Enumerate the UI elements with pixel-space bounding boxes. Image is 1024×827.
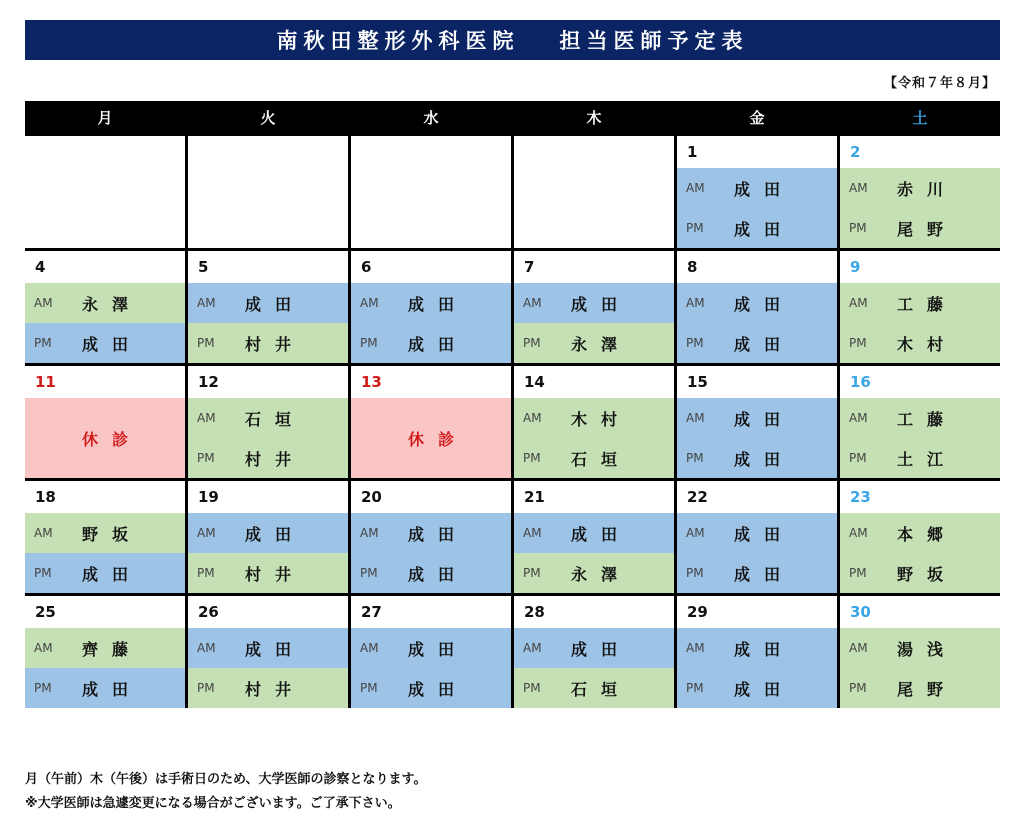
day-cell (351, 366, 511, 478)
am-slot (840, 283, 1000, 323)
day-cell (188, 251, 348, 363)
doctor-name: 成田 (570, 524, 631, 544)
day-cell (514, 366, 674, 478)
pm-slot (514, 438, 674, 478)
am-slot (351, 628, 511, 668)
weekday-header: 月 (25, 101, 185, 133)
doctor-name: 土江 (896, 449, 957, 469)
pm-label: PM (686, 221, 704, 235)
doctor-name: 成田 (733, 334, 794, 354)
pm-label: PM (849, 221, 867, 235)
day-number: 22 (677, 481, 837, 513)
empty-day-cell (188, 136, 348, 248)
doctor-name: 石垣 (244, 409, 305, 429)
day-cell (188, 366, 348, 478)
day-number: 29 (677, 596, 837, 628)
day-cell (677, 251, 837, 363)
am-label: AM (34, 296, 53, 310)
weekday-header: 火 (188, 101, 348, 133)
pm-label: PM (686, 566, 704, 580)
day-number: 19 (188, 481, 348, 513)
pm-label: PM (523, 681, 541, 695)
day-number: 21 (514, 481, 674, 513)
am-label: AM (360, 526, 379, 540)
day-number: 4 (25, 251, 185, 283)
am-label: AM (849, 526, 868, 540)
doctor-name: 村井 (244, 334, 305, 354)
doctor-name: 成田 (407, 564, 468, 584)
day-number: 20 (351, 481, 511, 513)
doctor-name: 村井 (244, 564, 305, 584)
day-cell (351, 481, 511, 593)
note-line-2: ※大学医師は急遽変更になる場合がございます。ご了承下さい。 (25, 796, 401, 811)
doctor-name: 野坂 (896, 564, 957, 584)
weekday-header: 水 (351, 101, 511, 133)
pm-slot (677, 668, 837, 708)
am-label: AM (849, 641, 868, 655)
day-cell (677, 481, 837, 593)
doctor-name: 村井 (244, 449, 305, 469)
am-slot (25, 513, 185, 553)
pm-label: PM (197, 566, 215, 580)
am-label: AM (849, 181, 868, 195)
schedule-notes (25, 768, 426, 816)
doctor-name: 成田 (570, 294, 631, 314)
empty-day-cell (25, 136, 185, 248)
am-label: AM (686, 641, 705, 655)
am-slot (351, 283, 511, 323)
doctor-name: 尾野 (896, 679, 957, 699)
am-slot (840, 628, 1000, 668)
am-label: AM (197, 526, 216, 540)
pm-label: PM (197, 681, 215, 695)
day-cell (840, 481, 1000, 593)
pm-slot (25, 668, 185, 708)
pm-slot (840, 208, 1000, 248)
day-number: 8 (677, 251, 837, 283)
pm-label: PM (197, 451, 215, 465)
pm-slot (351, 668, 511, 708)
schedule-subtitle: 担当医師予定表 (559, 29, 749, 53)
am-slot (188, 513, 348, 553)
doctor-name: 成田 (733, 639, 794, 659)
clinic-name: 南秋田整形外科医院 (276, 29, 520, 53)
doctor-name: 村井 (244, 679, 305, 699)
pm-slot (188, 323, 348, 363)
doctor-name: 成田 (407, 334, 468, 354)
pm-slot (188, 553, 348, 593)
day-number: 26 (188, 596, 348, 628)
pm-slot (677, 553, 837, 593)
pm-label: PM (34, 336, 52, 350)
am-slot (514, 628, 674, 668)
day-number: 12 (188, 366, 348, 398)
am-slot (840, 513, 1000, 553)
day-cell (188, 596, 348, 708)
am-label: AM (523, 526, 542, 540)
doctor-name: 成田 (81, 564, 142, 584)
doctor-name: 齊藤 (81, 639, 142, 659)
pm-label: PM (849, 336, 867, 350)
pm-slot (514, 668, 674, 708)
am-label: AM (523, 296, 542, 310)
pm-slot (351, 553, 511, 593)
day-number: 14 (514, 366, 674, 398)
doctor-name: 成田 (244, 294, 305, 314)
doctor-name: 永澤 (570, 334, 631, 354)
pm-label: PM (523, 566, 541, 580)
doctor-name: 成田 (733, 679, 794, 699)
doctor-name: 木村 (570, 409, 631, 429)
am-slot (677, 628, 837, 668)
day-number: 18 (25, 481, 185, 513)
doctor-name: 成田 (733, 449, 794, 469)
doctor-name: 永澤 (81, 294, 142, 314)
schedule-period: 【令和７年８月】 (883, 76, 996, 91)
doctor-name: 成田 (733, 294, 794, 314)
am-slot (188, 628, 348, 668)
doctor-name: 木村 (896, 334, 957, 354)
pm-slot (840, 323, 1000, 363)
pm-label: PM (34, 566, 52, 580)
pm-label: PM (360, 681, 378, 695)
day-number: 28 (514, 596, 674, 628)
day-cell (677, 366, 837, 478)
doctor-name: 成田 (244, 639, 305, 659)
page-title (25, 20, 1000, 60)
day-cell (188, 481, 348, 593)
pm-label: PM (523, 336, 541, 350)
pm-slot (514, 553, 674, 593)
doctor-name: 成田 (733, 409, 794, 429)
am-slot (677, 283, 837, 323)
am-slot (514, 398, 674, 438)
weekday-header: 木 (514, 101, 674, 133)
am-label: AM (197, 641, 216, 655)
day-cell (25, 251, 185, 363)
doctor-name: 湯浅 (896, 639, 957, 659)
doctor-name: 本郷 (896, 524, 957, 544)
doctor-name: 成田 (244, 524, 305, 544)
am-label: AM (197, 296, 216, 310)
day-number: 27 (351, 596, 511, 628)
am-slot (188, 283, 348, 323)
pm-label: PM (849, 681, 867, 695)
am-slot (351, 513, 511, 553)
day-cell (351, 596, 511, 708)
am-label: AM (34, 641, 53, 655)
pm-label: PM (523, 451, 541, 465)
pm-label: PM (34, 681, 52, 695)
closed-label: 休診 (25, 398, 185, 478)
day-number: 16 (840, 366, 1000, 398)
doctor-name: 野坂 (81, 524, 142, 544)
am-slot (188, 398, 348, 438)
pm-label: PM (360, 336, 378, 350)
pm-slot (677, 438, 837, 478)
day-number: 11 (25, 366, 185, 398)
day-cell (25, 481, 185, 593)
pm-slot (514, 323, 674, 363)
doctor-name: 成田 (570, 639, 631, 659)
pm-slot (840, 553, 1000, 593)
day-number: 5 (188, 251, 348, 283)
am-label: AM (849, 296, 868, 310)
doctor-name: 成田 (81, 334, 142, 354)
am-label: AM (360, 641, 379, 655)
pm-slot (677, 323, 837, 363)
empty-day-cell (351, 136, 511, 248)
day-number: 7 (514, 251, 674, 283)
day-cell (677, 596, 837, 708)
doctor-name: 成田 (407, 639, 468, 659)
day-number: 15 (677, 366, 837, 398)
doctor-name: 工藤 (896, 294, 957, 314)
doctor-name: 赤川 (896, 179, 957, 199)
am-slot (677, 168, 837, 208)
schedule-calendar (25, 101, 1000, 708)
am-slot (677, 398, 837, 438)
doctor-name: 成田 (733, 219, 794, 239)
doctor-name: 尾野 (896, 219, 957, 239)
am-slot (514, 283, 674, 323)
day-number: 30 (840, 596, 1000, 628)
pm-label: PM (197, 336, 215, 350)
day-number: 1 (677, 136, 837, 168)
pm-slot (840, 668, 1000, 708)
am-slot (25, 283, 185, 323)
weekday-header: 金 (677, 101, 837, 133)
pm-label: PM (686, 336, 704, 350)
am-label: AM (686, 526, 705, 540)
day-cell (514, 481, 674, 593)
am-label: AM (523, 411, 542, 425)
doctor-name: 成田 (733, 524, 794, 544)
weekday-header: 土 (840, 101, 1000, 133)
day-number: 23 (840, 481, 1000, 513)
doctor-name: 成田 (407, 524, 468, 544)
am-label: AM (197, 411, 216, 425)
doctor-name: 成田 (407, 294, 468, 314)
doctor-name: 成田 (407, 679, 468, 699)
doctor-name: 成田 (733, 179, 794, 199)
doctor-name: 石垣 (570, 449, 631, 469)
pm-slot (25, 553, 185, 593)
day-number: 2 (840, 136, 1000, 168)
doctor-name: 石垣 (570, 679, 631, 699)
day-cell (677, 136, 837, 248)
pm-slot (188, 438, 348, 478)
day-cell (840, 366, 1000, 478)
pm-label: PM (849, 566, 867, 580)
am-label: AM (686, 411, 705, 425)
am-label: AM (360, 296, 379, 310)
closed-label: 休診 (351, 398, 511, 478)
pm-slot (351, 323, 511, 363)
doctor-name: 成田 (81, 679, 142, 699)
am-label: AM (686, 296, 705, 310)
day-cell (840, 251, 1000, 363)
day-cell (840, 596, 1000, 708)
day-cell (514, 251, 674, 363)
day-cell (514, 596, 674, 708)
am-label: AM (34, 526, 53, 540)
pm-label: PM (849, 451, 867, 465)
am-slot (840, 168, 1000, 208)
pm-slot (25, 323, 185, 363)
day-number: 13 (351, 366, 511, 398)
pm-label: PM (686, 681, 704, 695)
day-cell (25, 366, 185, 478)
am-label: AM (849, 411, 868, 425)
day-number: 6 (351, 251, 511, 283)
am-label: AM (686, 181, 705, 195)
doctor-name: 工藤 (896, 409, 957, 429)
doctor-name: 成田 (733, 564, 794, 584)
am-slot (25, 628, 185, 668)
pm-label: PM (360, 566, 378, 580)
am-slot (514, 513, 674, 553)
day-cell (351, 251, 511, 363)
am-slot (840, 398, 1000, 438)
am-slot (677, 513, 837, 553)
pm-slot (677, 208, 837, 248)
pm-slot (840, 438, 1000, 478)
doctor-name: 永澤 (570, 564, 631, 584)
empty-day-cell (514, 136, 674, 248)
pm-label: PM (686, 451, 704, 465)
am-label: AM (523, 641, 542, 655)
pm-slot (188, 668, 348, 708)
day-cell (25, 596, 185, 708)
day-number: 25 (25, 596, 185, 628)
note-line-1: 月（午前）木（午後）は手術日のため、大学医師の診察となります。 (25, 772, 427, 787)
day-cell (840, 136, 1000, 248)
day-number: 9 (840, 251, 1000, 283)
